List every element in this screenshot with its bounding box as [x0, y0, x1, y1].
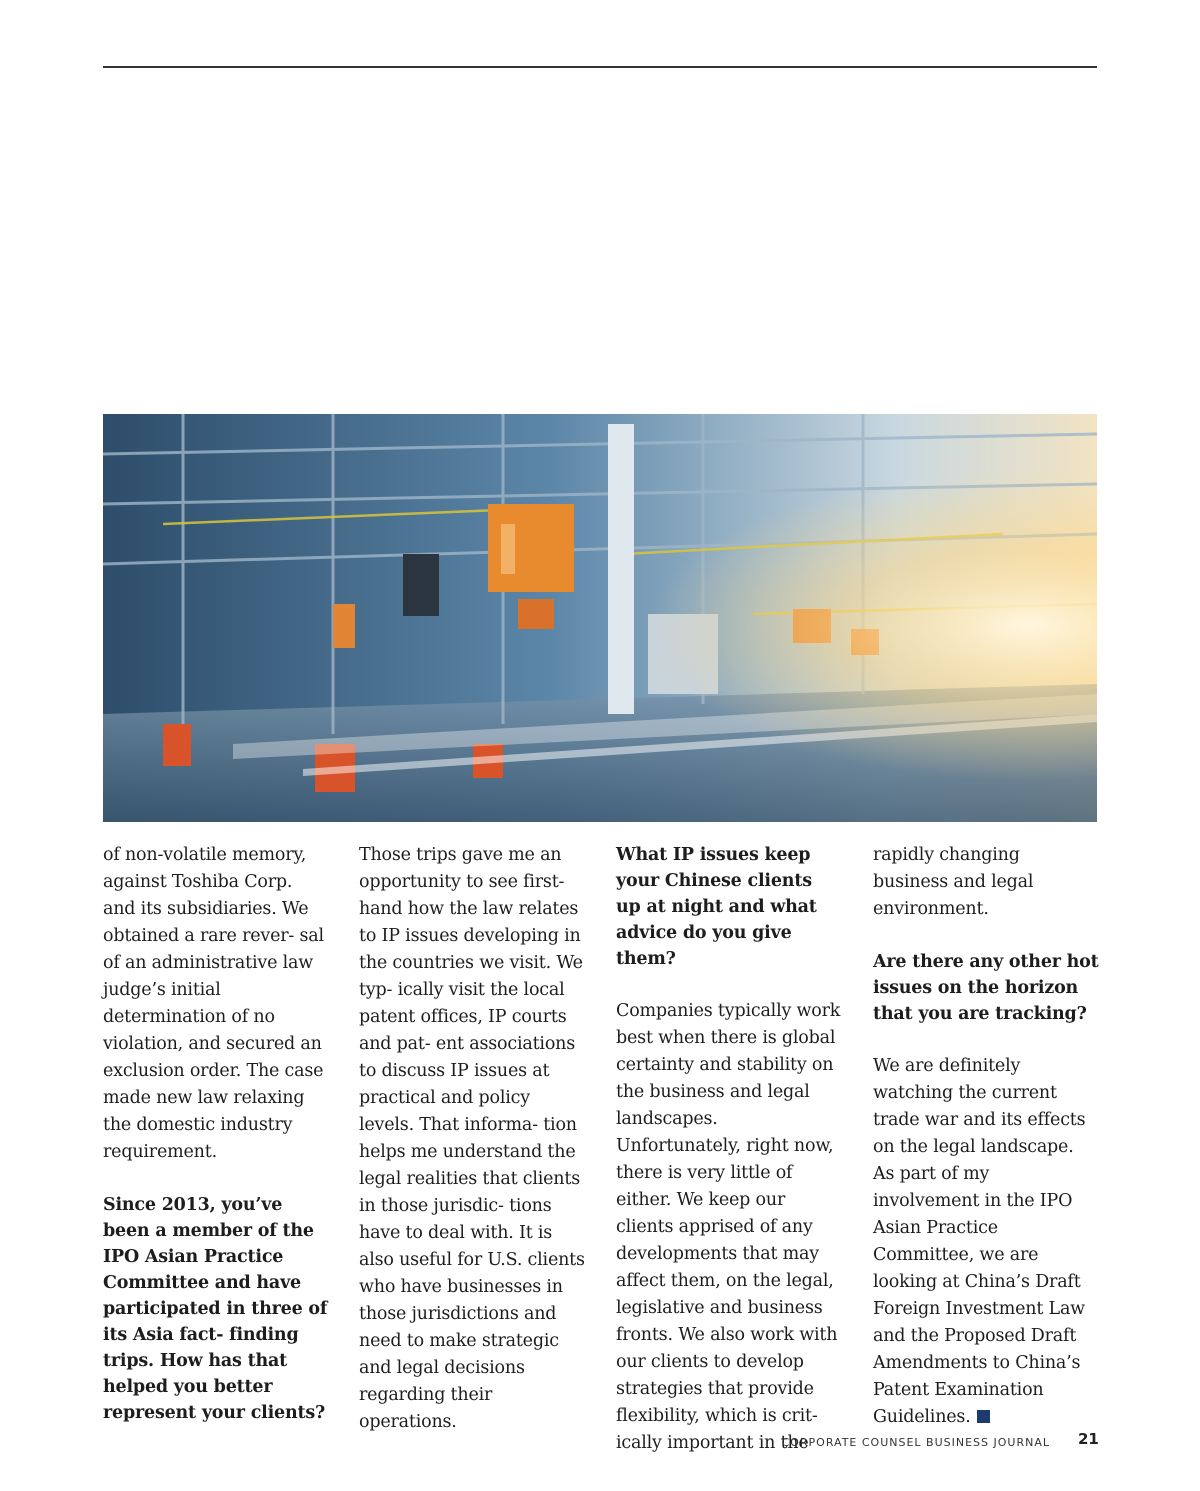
- interview-question: Are there any other hot issues on the horizon that you are tracking?: [873, 952, 1099, 1024]
- body-paragraph-final: [873, 1053, 1099, 1431]
- top-rule: [103, 66, 1097, 68]
- end-of-article-icon: [977, 1410, 990, 1423]
- body-paragraph: Companies typically work best when there is global certainty and stability on the business and legal landscapes. Unfortunately, right now, there is very little of either. We keep our clients apprised of any developments that may affect them, on the legal, legislative and business fronts. We also work with our clients to develop strategies that provide flexibility, which is crit- ically important in the: [616, 1001, 841, 1453]
- column-1: [103, 842, 329, 1426]
- interview-question: What IP issues keep your Chinese clients up at night and what advice do you give them?: [616, 845, 817, 969]
- final-paragraph-text: We are definitely watching the current trade war and its effects on the legal landscape. As part of my involvement in the IPO Asian Practice Committee, we are looking at China’s Draft Foreign Investment Law and the Proposed Draft Amendments to China’s Patent Examination Guidelines.: [873, 1056, 1086, 1427]
- column-3: [616, 842, 842, 1457]
- publication-name: CORPORATE COUNSEL BUSINESS JOURNAL: [781, 1436, 1050, 1449]
- column-2: [359, 842, 585, 1436]
- column-4: [873, 842, 1099, 1431]
- interview-question: Since 2013, you’ve been a member of the IPO Asian Practice Committee and have participated in three of its Asia fact- finding trips. How has that helped you better represent your clients?: [103, 1195, 328, 1423]
- factory-photo: [103, 414, 1097, 822]
- body-paragraph: Those trips gave me an opportunity to see first- hand how the law relates to IP issues developing in the countries we visit. We typ- ically visit the local patent offices, IP courts and pat- ent associations to discuss IP issues at practical and policy levels. That informa- tion helps me understand the legal realities that clients in those jurisdic- tions have to deal with. It is also useful for U.S. clients who have businesses in those jurisdictions and need to make strategic and legal decisions regarding their operations.: [359, 845, 585, 1432]
- body-paragraph: of non-volatile memory, against Toshiba Corp. and its subsidiaries. We obtained a rare rever- sal of an administrative law judge’s initial determination of no violation, and secured an exclusion order. The case made new law relaxing the domestic industry requirement.: [103, 845, 324, 1162]
- page-number: 21: [1078, 1430, 1099, 1448]
- body-paragraph: rapidly changing business and legal environment.: [873, 845, 1034, 919]
